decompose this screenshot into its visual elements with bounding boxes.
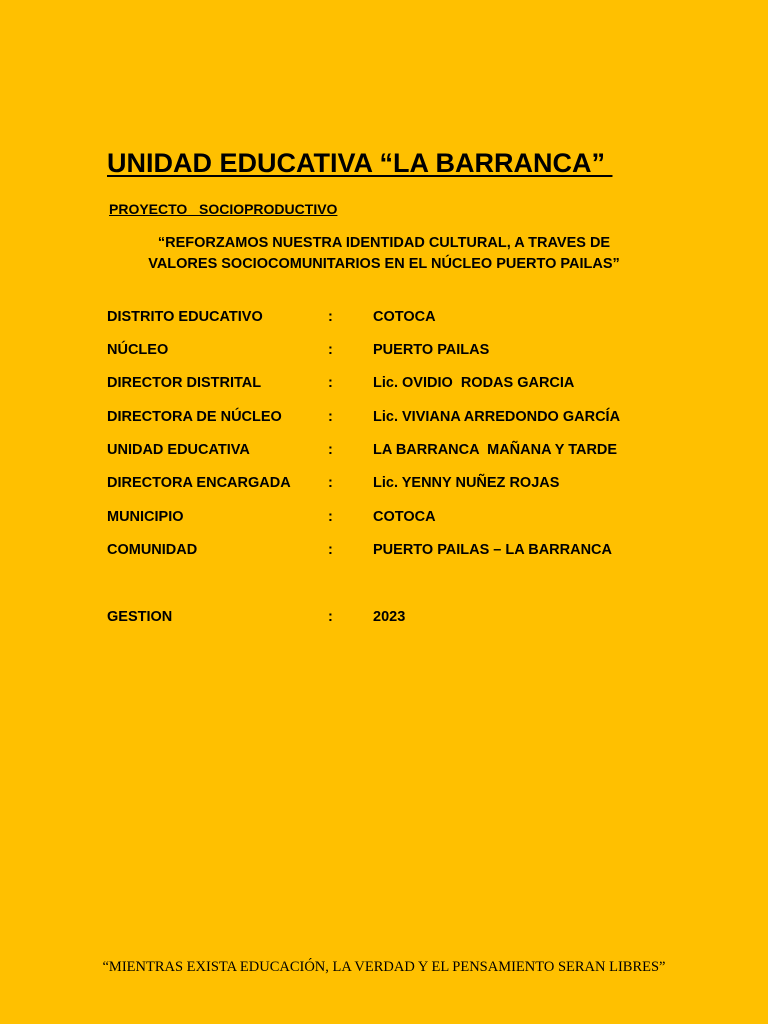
info-separator: : bbox=[328, 409, 333, 425]
info-label: NÚCLEO bbox=[107, 342, 169, 358]
info-separator: : bbox=[328, 342, 333, 358]
info-label: MUNICIPIO bbox=[107, 509, 184, 525]
info-row-distrito bbox=[107, 309, 707, 329]
info-value: COTOCA bbox=[373, 509, 436, 525]
info-label: DIRECTORA DE NÚCLEO bbox=[107, 409, 282, 425]
info-label: DIRECTOR DISTRITAL bbox=[107, 375, 262, 391]
info-row-municipio bbox=[107, 509, 707, 529]
info-value: Lic. YENNY NUÑEZ ROJAS bbox=[373, 475, 560, 491]
info-value: LA BARRANCA MAÑANA Y TARDE bbox=[373, 442, 618, 458]
info-label: GESTION bbox=[107, 609, 173, 625]
info-value: COTOCA bbox=[373, 309, 436, 325]
project-label: PROYECTO SOCIOPRODUCTIVO bbox=[109, 201, 338, 217]
footer-quote: “MIENTRAS EXISTA EDUCACIÓN, LA VERDAD Y EL PENSAMIENTO SERAN LIBRES” bbox=[102, 959, 666, 975]
project-name bbox=[100, 233, 668, 275]
info-row-unidad-educativa bbox=[107, 442, 707, 462]
info-separator: : bbox=[328, 442, 333, 458]
info-separator: : bbox=[328, 542, 333, 558]
info-separator: : bbox=[328, 475, 333, 491]
info-row-comunidad bbox=[107, 542, 707, 562]
info-label: DIRECTORA ENCARGADA bbox=[107, 475, 291, 491]
info-separator: : bbox=[328, 309, 333, 325]
info-label: COMUNIDAD bbox=[107, 542, 198, 558]
info-separator: : bbox=[328, 609, 333, 625]
info-label: UNIDAD EDUCATIVA bbox=[107, 442, 250, 458]
info-row-directora-encargada bbox=[107, 475, 707, 495]
info-value: 2023 bbox=[373, 609, 406, 625]
info-row-directora-nucleo bbox=[107, 409, 707, 429]
document-title: UNIDAD EDUCATIVA “LA BARRANCA” bbox=[107, 148, 613, 178]
info-value: PUERTO PAILAS bbox=[373, 342, 490, 358]
info-separator: : bbox=[328, 375, 333, 391]
project-name-line-1: “REFORZAMOS NUESTRA IDENTIDAD CULTURAL, A TRAVES DE bbox=[157, 235, 611, 251]
info-value: PUERTO PAILAS – LA BARRANCA bbox=[373, 542, 612, 558]
info-value: Lic. VIVIANA ARREDONDO GARCÍA bbox=[373, 409, 621, 425]
info-row-gestion bbox=[107, 609, 707, 629]
info-row-nucleo bbox=[107, 342, 707, 362]
info-row-director-distrital bbox=[107, 375, 707, 395]
project-name-line-2: VALORES SOCIOCOMUNITARIOS EN EL NÚCLEO PUERTO PAILAS” bbox=[148, 256, 620, 272]
info-value: Lic. OVIDIO RODAS GARCIA bbox=[373, 375, 575, 391]
info-separator: : bbox=[328, 509, 333, 525]
info-label: DISTRITO EDUCATIVO bbox=[107, 309, 263, 325]
